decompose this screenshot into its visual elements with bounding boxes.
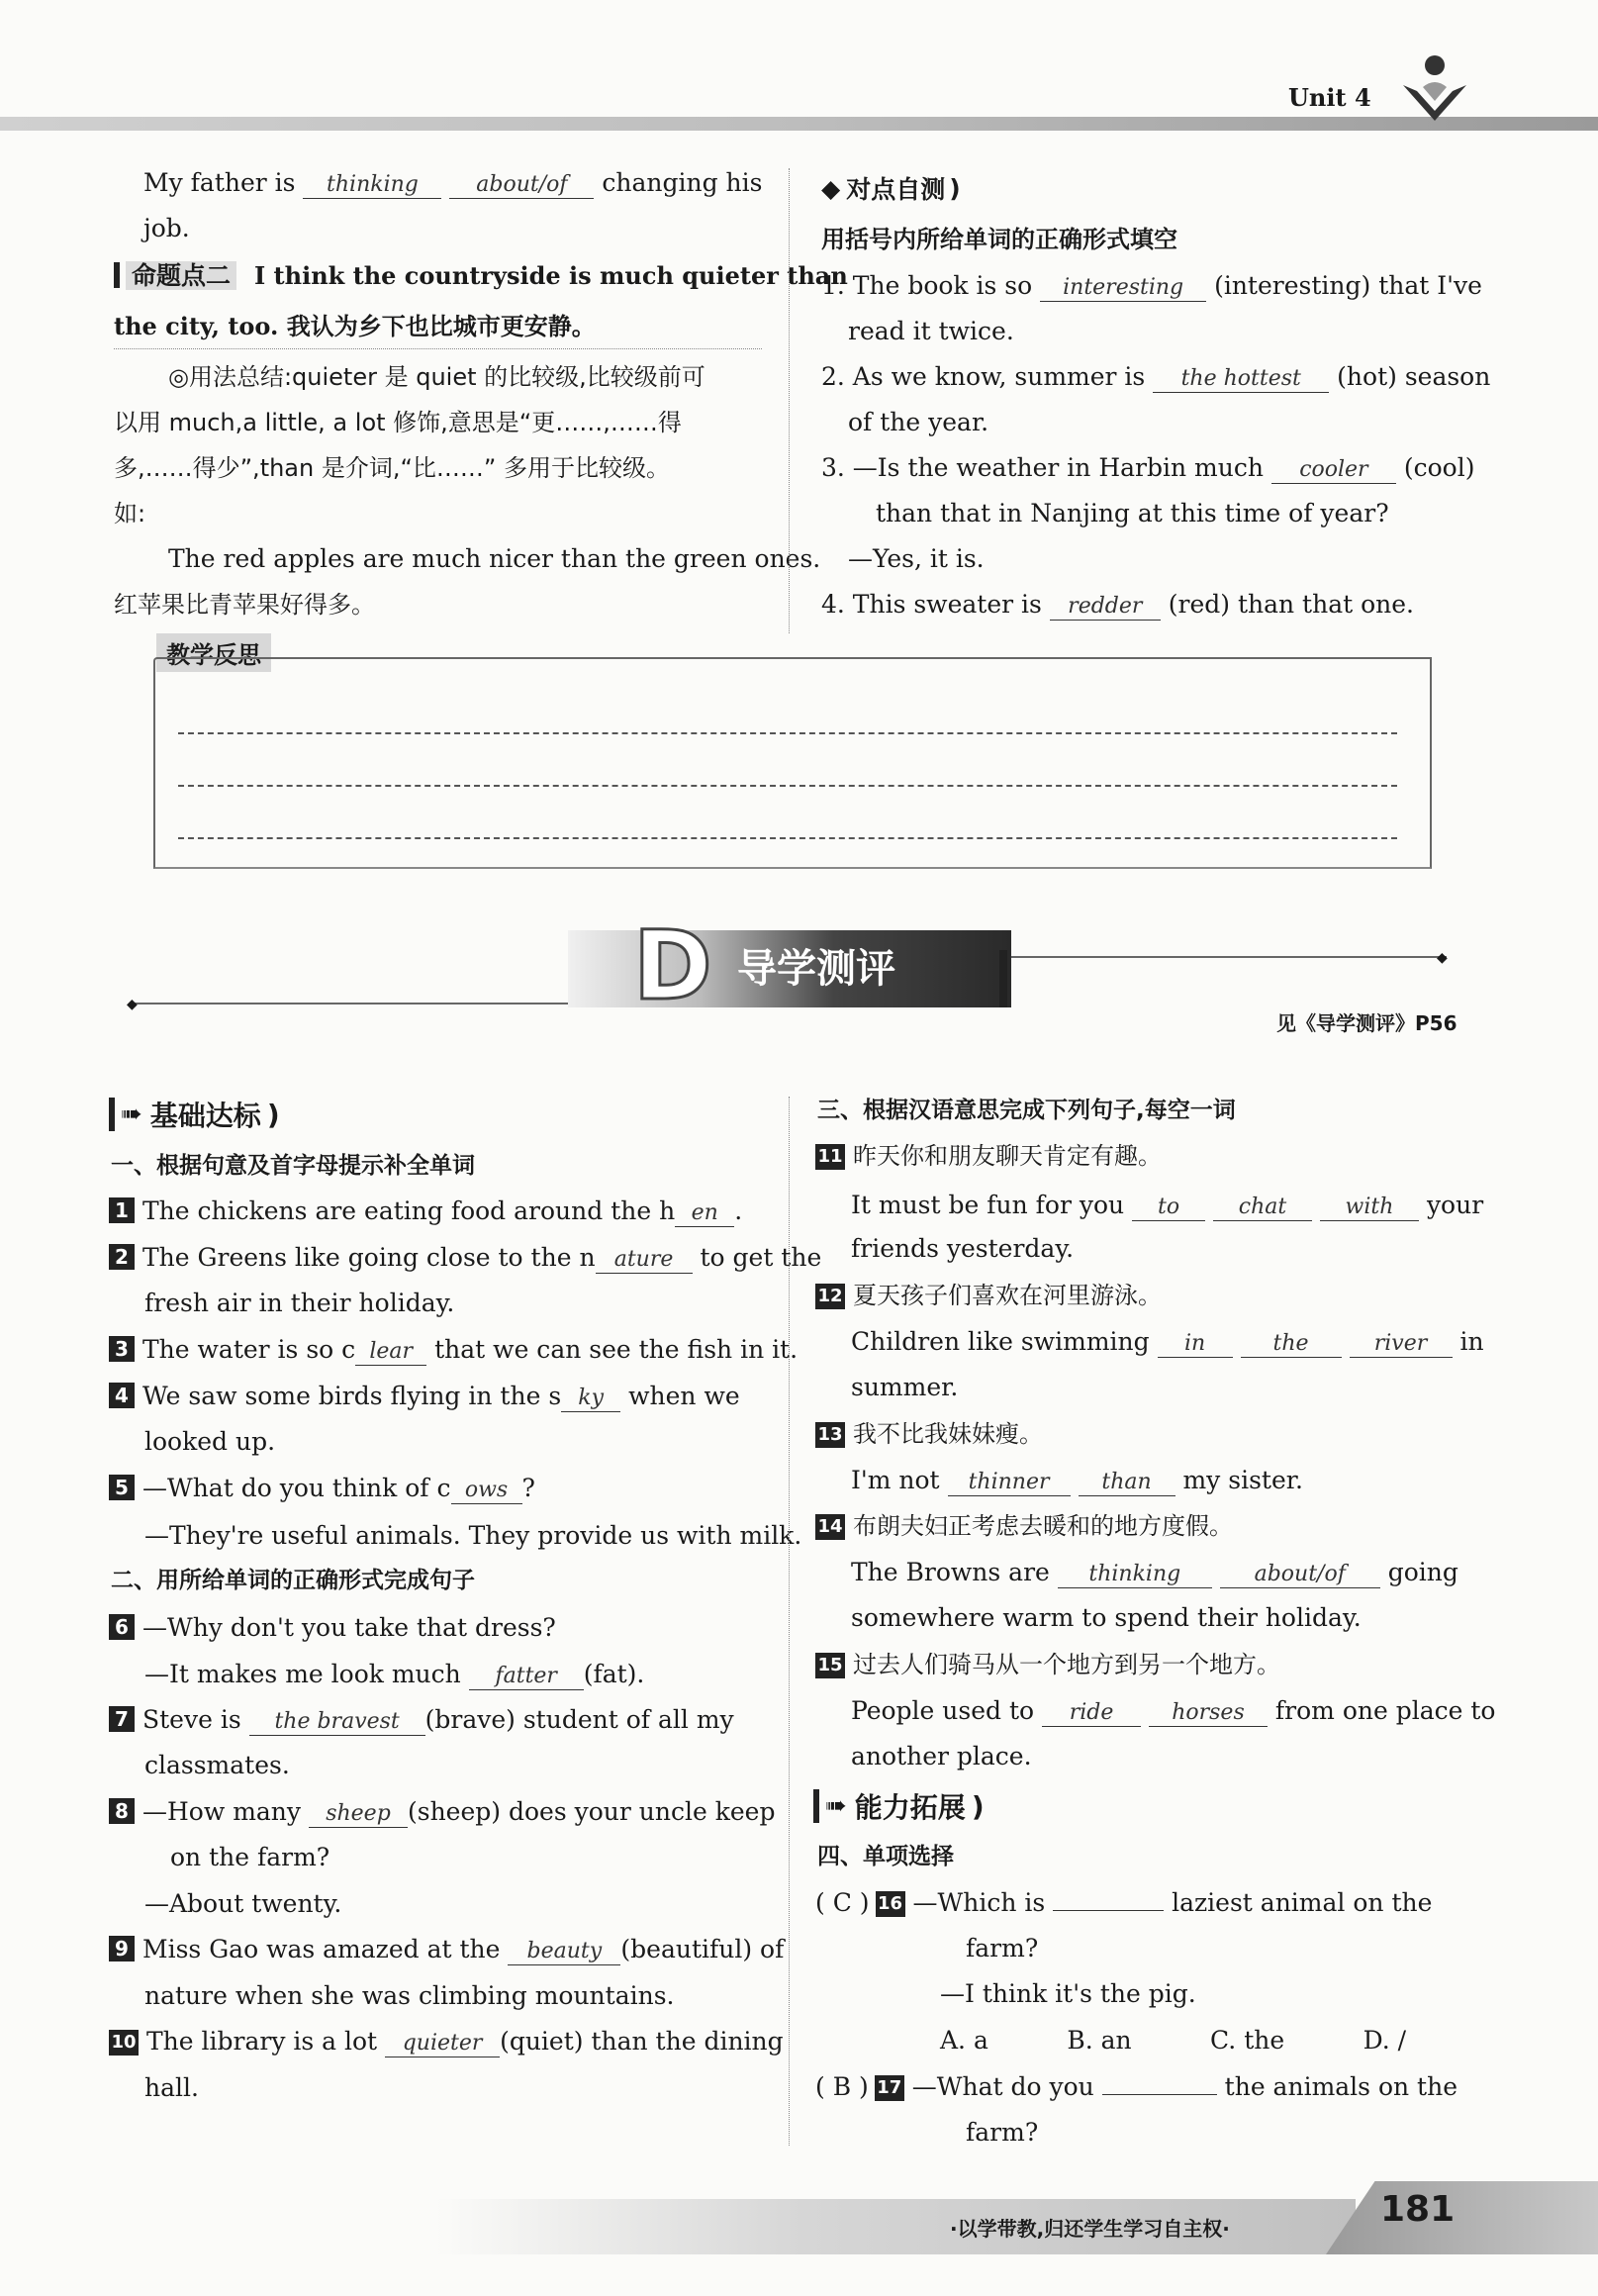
self-test-q3: 3. —Is the weather in Harbin much cooler (cool) [821, 453, 1475, 482]
page-number-tab [1326, 2181, 1598, 2254]
answer-blank: redder [1050, 594, 1161, 621]
answer-blank: cooler [1271, 457, 1396, 484]
answer-blank: lear [355, 1339, 426, 1366]
point-sentence-line2: the city, too. 我认为乡下也比城市更安静。 [114, 312, 596, 340]
banner-title: 导学测评 [737, 946, 895, 992]
answer-blank: river [1350, 1331, 1453, 1358]
q16-options: A. a B. an C. the D. / [940, 2026, 1407, 2055]
answer-blank: chat [1213, 1195, 1312, 1221]
answer-blank: interesting [1040, 275, 1206, 302]
q12-cont: summer. [851, 1373, 959, 1401]
arrow-icon: ➠ [825, 1791, 847, 1821]
banner-rule-right [999, 956, 1447, 958]
q15: 15 过去人们骑马从一个地方到另一个地方。 [815, 1648, 1280, 1681]
answer-blank: horses [1149, 1700, 1268, 1727]
q17-cont: farm? [966, 2118, 1039, 2147]
self-test-heading: ◆ 对点自测 ) [821, 173, 961, 204]
q8-reply: —About twenty. [144, 1889, 342, 1918]
q7: 7 Steve is the bravest (brave) student of all my [109, 1703, 734, 1737]
usage-line: 如: [114, 500, 146, 527]
part2-title: 二、用所给单词的正确形式完成句子 [111, 1568, 475, 1593]
header-bar [0, 117, 1598, 131]
answer-blank: with [1320, 1195, 1419, 1221]
point-label: 命题点二 [126, 261, 236, 290]
q4-cont: looked up. [144, 1427, 276, 1456]
self-test-q3-cont: than that in Nanjing at this time of year? [876, 499, 1389, 527]
diamond-icon: ◆ [821, 173, 841, 203]
answer-blank: thinking [303, 172, 441, 199]
q14: 14 布朗夫妇正考虑去暖和的地方度假。 [815, 1509, 1233, 1543]
self-test-q2-cont: of the year. [848, 408, 989, 436]
self-test-q2: 2. As we know, summer is the hottest (hot) season [821, 362, 1491, 391]
basic-heading: ➠ 基础达标 ) [109, 1095, 280, 1134]
q15-cont: another place. [851, 1742, 1032, 1770]
q6: 6 —Why don't you take that dress? [109, 1611, 556, 1645]
father-sentence-cont: job. [143, 214, 190, 242]
usage-line: 以用 much,a little, a lot 修饰,意思是“更……,……得 [114, 409, 682, 436]
answer-blank: in [1158, 1331, 1233, 1358]
q2: 2 The Greens like going close to the n ature to get the [109, 1241, 821, 1275]
q15-en: People used to ride horses from one place to [851, 1696, 1496, 1725]
q10: 10 The library is a lot quieter (quiet) than the dining [109, 2025, 784, 2058]
answer-blank: about/of [449, 172, 594, 199]
q12-en: Children like swimming in the river in [851, 1327, 1484, 1356]
q6-reply: —It makes me look much fatter (fat). [144, 1660, 645, 1688]
q16-cont: farm? [966, 1934, 1039, 1962]
unit-label: Unit 4 [1288, 83, 1371, 112]
q13-en: I'm not thinner than my sister. [851, 1466, 1303, 1494]
answer-blank: thinking [1058, 1562, 1212, 1588]
column-divider [789, 168, 790, 633]
q11: 11 昨天你和朋友聊天肯定有趣。 [815, 1139, 1162, 1173]
usage-line: ◎用法总结:quieter 是 quiet 的比较级,比较级前可 [168, 363, 705, 391]
q14-en: The Browns are thinking about/of going [851, 1558, 1458, 1586]
q1: 1 The chickens are eating food around the h en . [109, 1195, 742, 1228]
page-number: 181 [1380, 2189, 1456, 2230]
q8: 8 —How many sheep (sheep) does your uncle keep [109, 1795, 775, 1829]
q12: 12 夏天孩子们喜欢在河里游泳。 [815, 1279, 1162, 1312]
self-test-q3-reply: —Yes, it is. [848, 544, 985, 573]
example-zh: 红苹果比青苹果好得多。 [114, 591, 375, 619]
answer-blank: ature [596, 1247, 693, 1274]
part3-title: 三、根据汉语意思完成下列句子,每空一词 [817, 1098, 1236, 1123]
q5: 5 —What do you think of c ows ? [109, 1472, 535, 1505]
answer-blank: beauty [508, 1939, 620, 1965]
self-test-q1-cont: read it twice. [848, 317, 1014, 345]
answer-blank [1053, 1910, 1164, 1911]
part1-title: 一、根据句意及首字母提示补全单词 [111, 1153, 475, 1179]
answer-blank: to [1132, 1195, 1205, 1221]
divider [114, 348, 762, 349]
father-sentence: My father is thinking about/of changing his [143, 168, 763, 197]
q17: ( B ) 17 —What do you the animals on the [815, 2072, 1457, 2101]
bullet-icon: ◆ [127, 997, 138, 1012]
answer-blank: en [675, 1200, 734, 1227]
q16-reply: —I think it's the pig. [940, 1979, 1196, 2008]
bullet-icon: ◆ [1437, 950, 1448, 966]
writing-line [178, 732, 1397, 734]
answer-blank: sheep [309, 1801, 408, 1828]
reader-logo-icon [1395, 51, 1474, 131]
writing-line [178, 837, 1397, 839]
banner-ref: 见《导学测评》P56 [1276, 1011, 1457, 1035]
usage-line: 多,……得少”,than 是介词,“比……” 多用于比较级。 [114, 454, 670, 482]
q10-cont: hall. [144, 2073, 199, 2102]
part4-title: 四、单项选择 [817, 1844, 954, 1869]
answer-blank: quieter [385, 2031, 500, 2057]
answer-blank: ride [1042, 1700, 1141, 1727]
answer-blank: thinner [948, 1470, 1071, 1496]
q4: 4 We saw some birds flying in the s ky when we [109, 1380, 740, 1413]
banner-letter: D [633, 910, 712, 1021]
answer-blank: than [1079, 1470, 1175, 1496]
answer-blank: ky [561, 1386, 620, 1412]
answer-blank [1102, 2094, 1217, 2095]
q14-cont: somewhere warm to spend their holiday. [851, 1603, 1362, 1632]
answer-blank: the bravest [249, 1709, 425, 1736]
footer-slogan: ·以学带教,归还学生学习自主权· [950, 2217, 1230, 2241]
q2-cont: fresh air in their holiday. [144, 1289, 455, 1317]
answer-blank: ows [451, 1478, 522, 1504]
self-test-q4: 4. This sweater is redder (red) than that one. [821, 590, 1414, 619]
point-heading: 命题点二 I think the countryside is much quieter than [114, 259, 848, 293]
example-en: The red apples are much nicer than the green ones. [168, 544, 821, 573]
answer-blank: about/of [1220, 1562, 1380, 1588]
banner-end [999, 950, 1007, 1007]
q7-cont: classmates. [144, 1751, 290, 1779]
answer-blank: the [1241, 1331, 1342, 1358]
arrow-icon: ➠ [121, 1100, 142, 1129]
q13: 13 我不比我妹妹瘦。 [815, 1417, 1043, 1451]
q9: 9 Miss Gao was amazed at the beauty (beautiful) of [109, 1933, 784, 1966]
self-test-q1: 1. The book is so interesting (interesting) that I've [821, 271, 1482, 300]
q11-cont: friends yesterday. [851, 1234, 1075, 1263]
q3: 3 The water is so c lear that we can see the fish in it. [109, 1333, 798, 1367]
q16: ( C ) 16 —Which is laziest animal on the [815, 1888, 1433, 1917]
q8-cont: on the farm? [170, 1843, 330, 1871]
answer-blank: fatter [469, 1664, 584, 1690]
q5-reply: —They're useful animals. They provide us with milk. [144, 1521, 802, 1550]
column-divider [789, 1097, 790, 2146]
self-test-instruction: 用括号内所给单词的正确形式填空 [821, 226, 1177, 253]
q9-cont: nature when she was climbing mountains. [144, 1981, 675, 2010]
q11-en: It must be fun for you to chat with your [851, 1191, 1484, 1219]
writing-line [178, 785, 1397, 787]
reflection-title: 教学反思 [156, 633, 271, 672]
extension-heading: ➠ 能力拓展 ) [813, 1786, 985, 1826]
answer-blank: the hottest [1153, 366, 1329, 393]
